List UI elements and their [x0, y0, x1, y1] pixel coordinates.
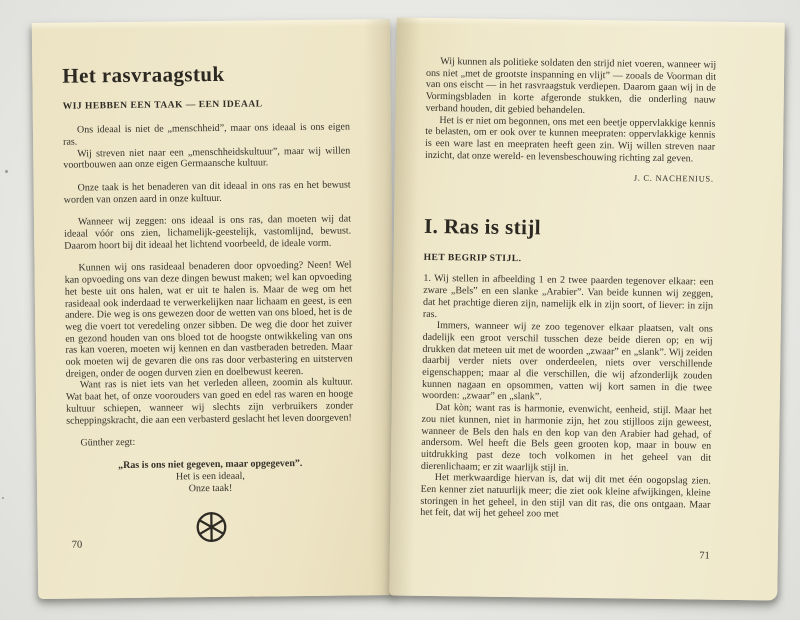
- paragraph: Wanneer wij zeggen: ons ideaal is ons ras, dan moeten wij dat ideaal vóór ons zien, lichamelijk-geestelijk, vastomlijnd, bewust. Daarom hoort bij dit ideaal het lichtend voorbeeld, de ideale vorm.: [64, 213, 352, 252]
- chapter-title-right: I. Ras is stijl: [423, 214, 542, 240]
- left-page: [32, 19, 397, 599]
- section-heading: HET BEGRIP STIJL.: [423, 253, 522, 265]
- paragraph: 1. Wij stellen in afbeelding 1 en 2 twee paarden tegenover elkaar: een zware „Bels” en een slanke „Arabier”. Van beide kunnen wij zeggen, dat het prachtige dieren zijn, namelijk elk in zijn soort, of liever: in zijn ras.: [422, 273, 714, 320]
- quote-line: Onze taak!: [188, 482, 233, 495]
- sun-wheel-icon: [67, 508, 354, 550]
- quote-attribution: Günther zegt:: [80, 437, 136, 449]
- paragraph: Wij kunnen als politieke soldaten den strijd niet voeren, wanneer wij ons niet „met de grootste inspanning en vlijt” — zooals de Voorman dit van ons eischt — in het rasvraagstuk verdiepen. Daarom gaan wij in de Vormingsbladen in korte afgeronde stukken, die onderling nauw verband houden, dit gebied behandelen.: [425, 56, 717, 116]
- page-number: 71: [699, 550, 710, 562]
- right-page-content: [389, 17, 785, 600]
- paragraph: Kunnen wij ons rasideaal benaderen door opvoeding? Neen! Wel kan opvoeding ons van deze dingen bewust maken; wel kan opvoeding het beste uit ons halen, wat er uit te halen is. Maar de weg om het rasideaal ook inderdaad te verwerkelijken naar lichaam en geest, is een andere. Die weg is ons gewezen door de wetten van ons bloed, het is de weg die voert tot veredeling onzer sibben. De weg die door het zuiver en gezond houden van ons bloed tot de hoogste ontwikkeling van ons ras kan voeren, moeten wij kennen en dan vastberaden betreden. Maar ook moeten wij de gevaren die ons ras door verbastering en uitsterven dreigen, onder de oogen durven zien en doelbewust keeren.: [64, 259, 353, 380]
- paragraph: Het merkwaardige hiervan is, dat wij dit met één oogopslag zien. Een kenner ziet natuurlijk meer; die ziet ook kleine afwijkingen, kleine storingen in het geheel, in den stijl van dit ras, die ons ontgaan. Maar het feit, dat wij het geheel zoo met: [420, 472, 711, 521]
- paragraph: Dat kòn; want ras is harmonie, evenwicht, eenheid, stijl. Maar het zou niet kunnen, niet in harmonie zijn, het zou stijlloos zijn geweest, wanneer de Bels den hals en den kop van den Arabier had gehad, of andersom. Wel heeft die Bels geen grooten kop, maar in bouw en uitdrukking past deze toch volkomen in het geheel van dit dierenlichaam; er zit waarlijk stijl in.: [420, 402, 712, 474]
- paragraph: Wij streven niet naar een „menschheidskultuur”, maar wij willen voortbouwen aan onze eigen Germaansche kultuur.: [63, 144, 351, 171]
- right-page: [389, 17, 785, 600]
- paragraph: Ons ideaal is niet de „menschheid”, maar ons ideaal is ons eigen ras.: [63, 121, 351, 148]
- quote-text: „Ras is ons niet gegeven, maar opgegeven”.: [118, 457, 303, 472]
- paragraph: Onze taak is het benaderen van dit ideaal in ons ras en het bewust worden van onzen aard in onze kultuur.: [63, 179, 351, 206]
- chapter-title-left: Het rasvraagstuk: [62, 61, 225, 88]
- left-subheading: WIJ HEBBEN EEN TAAK — EEN IDEAAL: [62, 99, 263, 112]
- paragraph: Het is er niet om begonnen, ons met een beetje oppervlakkige kennis te belasten, om er ook over te kunnen meepraten: oppervlakkige kennis is een ware last en meepraten heeft geen zin. Wij willen streven naar inzicht, dat onze wereld- en levensbeschouwing richting zal geven.: [424, 114, 716, 165]
- dust-speck: [2, 497, 4, 499]
- paragraph: Immers, wanneer wij ze zoo tegenover elkaar plaatsen, valt ons dadelijk een groot verschil tusschen deze beide dieren op; en wij drukken dat meteen uit met de woorden „zwaar” en „slank”. Wij zeiden daarbij verder niets over onderdeelen, niets over verschillende eigenschappen; maar al die verschillen, die wij afzonderlijk zouden kunnen nagaan en opsommen, vatten wij kort samen in die twee woorden: „zwaar” en „slank”.: [421, 320, 713, 403]
- author-signature: J. C. NACHENIUS.: [633, 172, 714, 184]
- left-page-content: [32, 19, 397, 599]
- dust-speck: [5, 170, 8, 173]
- paragraph: Want ras is niet iets van het verleden alleen, zoomin als kultuur. Wat baat het, of onze voorouders van goed en edel ras waren en hooge kultuur schiepen, wanneer wij slechts zijn verbruikers zonder scheppingskracht, die aan een verbasterd geslacht het leven doorgeven!: [65, 376, 354, 427]
- page-number: 70: [71, 539, 83, 551]
- quote-line: Het is een ideaal,: [175, 470, 245, 483]
